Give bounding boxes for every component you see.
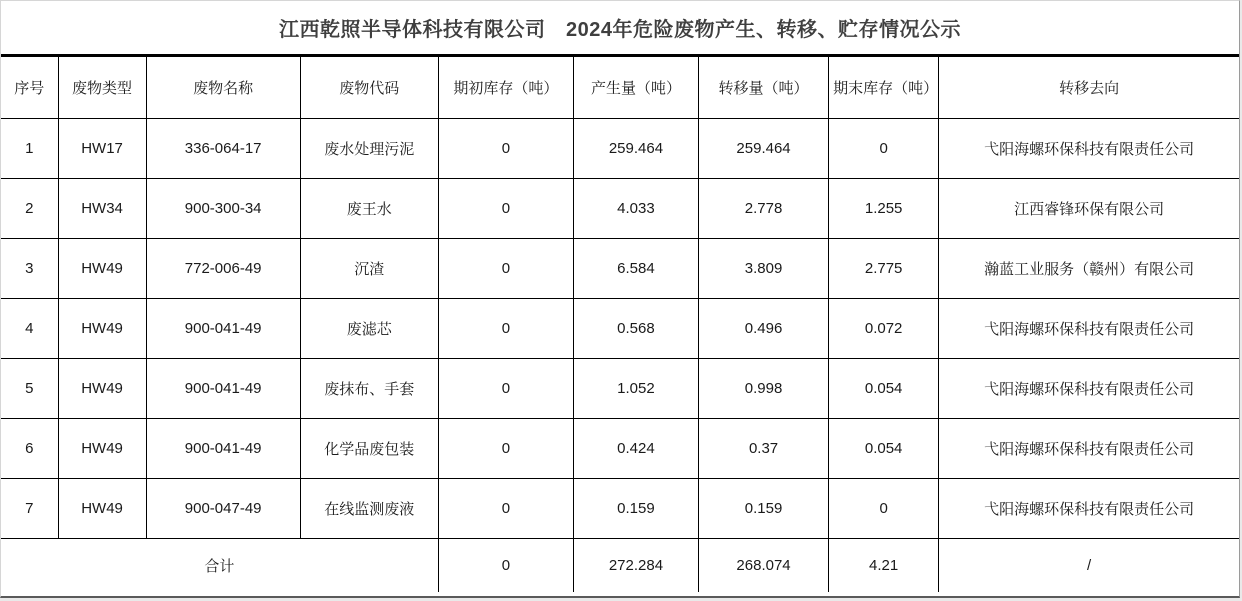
cell-produced: 0.568: [573, 299, 698, 359]
cell-no: 3: [1, 239, 58, 299]
cell-waste-type: HW49: [58, 479, 146, 539]
cell-initial-stock: 0: [438, 479, 573, 539]
table-row: [1, 479, 1239, 539]
cell-waste-name: 336-064-17: [146, 119, 300, 179]
cell-transferred: 2.778: [699, 179, 829, 239]
cell-no: 2: [1, 179, 58, 239]
table-row: [1, 419, 1239, 479]
cell-waste-name: 900-041-49: [146, 419, 300, 479]
cell-destination: 弋阳海螺环保科技有限责任公司: [939, 419, 1239, 479]
cell-no: 7: [1, 479, 58, 539]
cell-produced: 0.159: [573, 479, 698, 539]
cell-destination: 江西睿锋环保有限公司: [939, 179, 1239, 239]
column-header-waste-code: 废物代码: [300, 57, 438, 119]
cell-transferred: 0.496: [699, 299, 829, 359]
cell-waste-name: 900-041-49: [146, 359, 300, 419]
title-bar: [1, 1, 1239, 56]
cell-produced: 259.464: [573, 119, 698, 179]
table-row: [1, 359, 1239, 419]
total-destination: /: [939, 539, 1239, 593]
cell-no: 6: [1, 419, 58, 479]
total-label: 合计: [1, 539, 438, 593]
cell-waste-code: 废水处理污泥: [300, 119, 438, 179]
column-header-waste-name: 废物名称: [146, 57, 300, 119]
waste-table: [1, 56, 1239, 592]
table-row: [1, 239, 1239, 299]
column-header-ending-stock: 期末库存（吨）: [829, 57, 939, 119]
cell-waste-type: HW17: [58, 119, 146, 179]
cell-ending-stock: 0: [829, 119, 939, 179]
cell-ending-stock: 0.054: [829, 419, 939, 479]
cell-produced: 1.052: [573, 359, 698, 419]
cell-produced: 4.033: [573, 179, 698, 239]
cell-transferred: 259.464: [699, 119, 829, 179]
cell-destination: 弋阳海螺环保科技有限责任公司: [939, 119, 1239, 179]
cell-waste-code: 沉渣: [300, 239, 438, 299]
cell-initial-stock: 0: [438, 359, 573, 419]
cell-waste-code: 废抹布、手套: [300, 359, 438, 419]
cell-waste-type: HW34: [58, 179, 146, 239]
column-header-transferred: 转移量（吨）: [699, 57, 829, 119]
cell-initial-stock: 0: [438, 419, 573, 479]
cell-waste-type: HW49: [58, 299, 146, 359]
table-row: [1, 299, 1239, 359]
column-header-destination: 转移去向: [939, 57, 1239, 119]
cell-no: 5: [1, 359, 58, 419]
cell-waste-name: 900-041-49: [146, 299, 300, 359]
cell-ending-stock: 0.072: [829, 299, 939, 359]
cell-no: 1: [1, 119, 58, 179]
cell-waste-code: 废王水: [300, 179, 438, 239]
cell-waste-type: HW49: [58, 239, 146, 299]
cell-destination: 瀚蓝工业服务（赣州）有限公司: [939, 239, 1239, 299]
cell-ending-stock: 2.775: [829, 239, 939, 299]
cell-ending-stock: 0: [829, 479, 939, 539]
cell-produced: 6.584: [573, 239, 698, 299]
total-transferred: 268.074: [699, 539, 829, 593]
cell-produced: 0.424: [573, 419, 698, 479]
column-header-waste-type: 废物类型: [58, 57, 146, 119]
column-header-produced: 产生量（吨）: [573, 57, 698, 119]
table-row: [1, 179, 1239, 239]
cell-initial-stock: 0: [438, 179, 573, 239]
cell-waste-code: 废滤芯: [300, 299, 438, 359]
cell-destination: 弋阳海螺环保科技有限责任公司: [939, 359, 1239, 419]
total-produced: 272.284: [573, 539, 698, 593]
cell-transferred: 0.998: [699, 359, 829, 419]
cell-waste-type: HW49: [58, 419, 146, 479]
cell-waste-name: 900-047-49: [146, 479, 300, 539]
column-header-no: 序号: [1, 57, 58, 119]
total-row: [1, 539, 1239, 593]
cell-transferred: 0.37: [699, 419, 829, 479]
cell-ending-stock: 1.255: [829, 179, 939, 239]
header-row: [1, 57, 1239, 119]
cell-initial-stock: 0: [438, 119, 573, 179]
column-header-initial-stock: 期初库存（吨）: [438, 57, 573, 119]
cell-waste-name: 772-006-49: [146, 239, 300, 299]
table-row: [1, 119, 1239, 179]
cell-waste-name: 900-300-34: [146, 179, 300, 239]
cell-destination: 弋阳海螺环保科技有限责任公司: [939, 299, 1239, 359]
cell-no: 4: [1, 299, 58, 359]
cell-initial-stock: 0: [438, 299, 573, 359]
cell-waste-type: HW49: [58, 359, 146, 419]
cell-destination: 弋阳海螺环保科技有限责任公司: [939, 479, 1239, 539]
cell-transferred: 0.159: [699, 479, 829, 539]
cell-waste-code: 在线监测废液: [300, 479, 438, 539]
cell-ending-stock: 0.054: [829, 359, 939, 419]
cell-transferred: 3.809: [699, 239, 829, 299]
total-ending-stock: 4.21: [829, 539, 939, 593]
cell-waste-code: 化学品废包装: [300, 419, 438, 479]
page-title: 江西乾照半导体科技有限公司 2024年危险废物产生、转移、贮存情况公示: [279, 19, 961, 41]
cell-initial-stock: 0: [438, 239, 573, 299]
total-initial-stock: 0: [438, 539, 573, 593]
